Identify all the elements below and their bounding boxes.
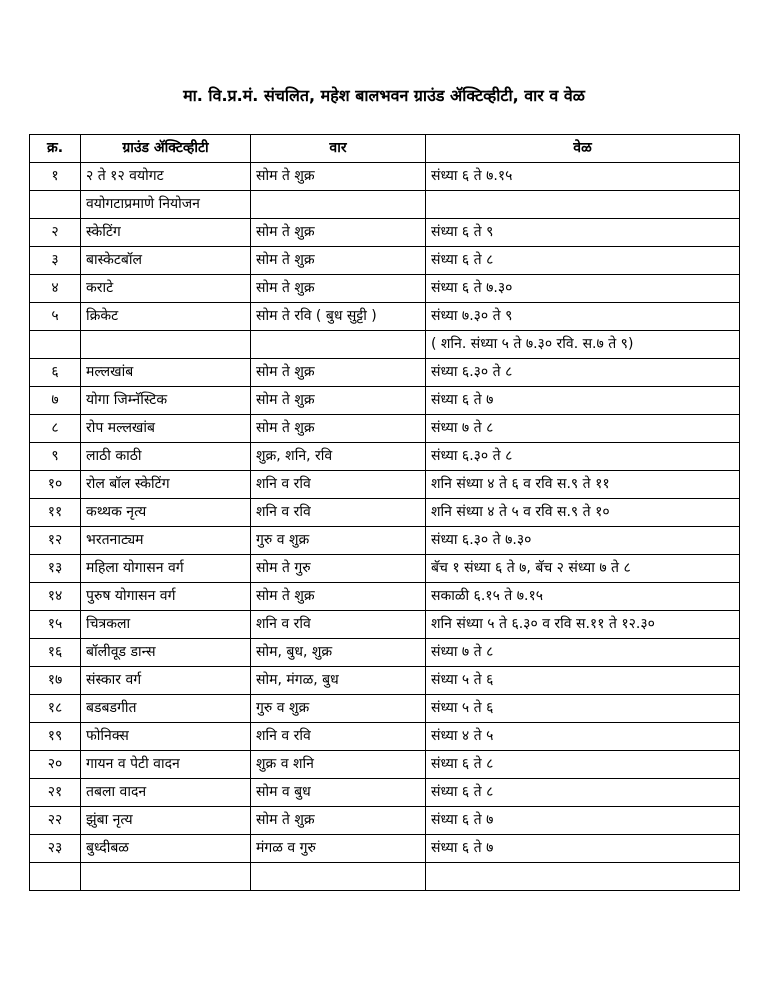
day-cell: सोम ते शुक्र <box>251 275 426 303</box>
header-serial: क्र. <box>30 135 81 163</box>
table-row <box>30 247 740 275</box>
activity-cell: कथ्थक नृत्य <box>81 499 251 527</box>
time-cell: संध्या ४ ते ५ <box>426 723 740 751</box>
activity-cell: २ ते १२ वयोगट <box>81 163 251 191</box>
activity-cell: रोप मल्लखांब <box>81 415 251 443</box>
time-cell: संध्या ६ ते ७ <box>426 835 740 863</box>
serial-cell <box>30 863 81 891</box>
table-row <box>30 611 740 639</box>
activity-cell: बास्केटबॉल <box>81 247 251 275</box>
activity-cell: पुरुष योगासन वर्ग <box>81 583 251 611</box>
table-row <box>30 807 740 835</box>
table-row <box>30 471 740 499</box>
day-cell: शनि व रवि <box>251 499 426 527</box>
table-row <box>30 191 740 219</box>
activity-cell: चित्रकला <box>81 611 251 639</box>
table-row <box>30 779 740 807</box>
serial-cell <box>30 191 81 219</box>
activity-cell: स्केटिंग <box>81 219 251 247</box>
day-cell <box>251 863 426 891</box>
serial-cell: १७ <box>30 667 81 695</box>
table-row <box>30 639 740 667</box>
time-cell: संध्या ५ ते ६ <box>426 695 740 723</box>
day-cell: शनि व रवि <box>251 611 426 639</box>
serial-cell: ४ <box>30 275 81 303</box>
activity-cell: योगा जिम्नॅस्टिक <box>81 387 251 415</box>
table-row <box>30 555 740 583</box>
activity-cell: लाठी काठी <box>81 443 251 471</box>
time-cell: संध्या ६ ते ७ <box>426 387 740 415</box>
serial-cell: ७ <box>30 387 81 415</box>
table-row <box>30 387 740 415</box>
time-cell: संध्या ६ ते ८ <box>426 751 740 779</box>
table-row <box>30 163 740 191</box>
activity-cell <box>81 331 251 359</box>
table-row <box>30 331 740 359</box>
header-activity: ग्राउंड ॲक्टिव्हीटी <box>81 135 251 163</box>
activity-schedule-table <box>29 134 740 891</box>
activity-cell: बॉलीवूड डान्स <box>81 639 251 667</box>
table-row <box>30 527 740 555</box>
time-cell: संध्या ६ ते ८ <box>426 779 740 807</box>
table-body <box>30 163 740 891</box>
day-cell: शुक्र व शनि <box>251 751 426 779</box>
table-row <box>30 359 740 387</box>
time-cell: शनि संध्या ४ ते ६ व रवि स.९ ते ११ <box>426 471 740 499</box>
serial-cell: १८ <box>30 695 81 723</box>
day-cell <box>251 331 426 359</box>
activity-cell: संस्कार वर्ग <box>81 667 251 695</box>
activity-cell: महिला योगासन वर्ग <box>81 555 251 583</box>
table-row <box>30 751 740 779</box>
time-cell <box>426 863 740 891</box>
day-cell: सोम, बुध, शुक्र <box>251 639 426 667</box>
day-cell: सोम ते शुक्र <box>251 219 426 247</box>
day-cell: सोम ते शुक्र <box>251 359 426 387</box>
day-cell: सोम ते शुक्र <box>251 247 426 275</box>
day-cell: सोम ते शुक्र <box>251 163 426 191</box>
day-cell: गुरु व शुक्र <box>251 695 426 723</box>
time-cell: ( शनि. संध्या ५ ते ७.३० रवि. स.७ ते ९) <box>426 331 740 359</box>
serial-cell: २३ <box>30 835 81 863</box>
time-cell: बॅच १ संध्या ६ ते ७, बॅच २ संध्या ७ ते ८ <box>426 555 740 583</box>
time-cell: संध्या ७ ते ८ <box>426 639 740 667</box>
activity-cell <box>81 863 251 891</box>
time-cell: संध्या ६.३० ते ८ <box>426 443 740 471</box>
time-cell: सकाळी ६.१५ ते ७.१५ <box>426 583 740 611</box>
time-cell: शनि संध्या ४ ते ५ व रवि स.९ ते १० <box>426 499 740 527</box>
serial-cell: १५ <box>30 611 81 639</box>
time-cell: संध्या ७ ते ८ <box>426 415 740 443</box>
activity-cell: बुध्दीबळ <box>81 835 251 863</box>
table-row <box>30 303 740 331</box>
table-row <box>30 723 740 751</box>
table-row <box>30 443 740 471</box>
table-row <box>30 583 740 611</box>
serial-cell: २० <box>30 751 81 779</box>
activity-cell: बडबडगीत <box>81 695 251 723</box>
activity-cell: कराटे <box>81 275 251 303</box>
serial-cell: ५ <box>30 303 81 331</box>
table-row <box>30 667 740 695</box>
table-row <box>30 219 740 247</box>
day-cell: सोम, मंगळ, बुध <box>251 667 426 695</box>
header-row <box>30 135 740 163</box>
serial-cell <box>30 331 81 359</box>
serial-cell: ६ <box>30 359 81 387</box>
serial-cell: २ <box>30 219 81 247</box>
day-cell: सोम ते रवि ( बुध सुट्टी ) <box>251 303 426 331</box>
day-cell: शनि व रवि <box>251 723 426 751</box>
table-row <box>30 499 740 527</box>
day-cell: गुरु व शुक्र <box>251 527 426 555</box>
day-cell: सोम ते शुक्र <box>251 387 426 415</box>
activity-cell: झुंबा नृत्य <box>81 807 251 835</box>
header-day: वार <box>251 135 426 163</box>
time-cell: संध्या ६ ते ७.१५ <box>426 163 740 191</box>
header-time: वेळ <box>426 135 740 163</box>
page-title: मा. वि.प्र.मं. संचलित, महेश बालभवन ग्राउंड ॲक्टिव्हीटी, वार व वेळ <box>183 86 585 105</box>
activity-cell: भरतनाट्यम <box>81 527 251 555</box>
serial-cell: १९ <box>30 723 81 751</box>
day-cell: मंगळ व गुरु <box>251 835 426 863</box>
serial-cell: १२ <box>30 527 81 555</box>
activity-cell: गायन व पेटी वादन <box>81 751 251 779</box>
activity-cell: तबला वादन <box>81 779 251 807</box>
time-cell: संध्या ६ ते ९ <box>426 219 740 247</box>
table-row <box>30 835 740 863</box>
day-cell: सोम व बुध <box>251 779 426 807</box>
time-cell: संध्या ६.३० ते ७.३० <box>426 527 740 555</box>
serial-cell: ३ <box>30 247 81 275</box>
activity-cell: वयोगटाप्रमाणे नियोजन <box>81 191 251 219</box>
serial-cell: २२ <box>30 807 81 835</box>
serial-cell: १६ <box>30 639 81 667</box>
time-cell: शनि संध्या ५ ते ६.३० व रवि स.११ ते १२.३० <box>426 611 740 639</box>
time-cell: संध्या ७.३० ते ९ <box>426 303 740 331</box>
day-cell: शुक्र, शनि, रवि <box>251 443 426 471</box>
time-cell: संध्या ६ ते ८ <box>426 247 740 275</box>
activity-cell: मल्लखांब <box>81 359 251 387</box>
activity-cell: क्रिकेट <box>81 303 251 331</box>
day-cell: शनि व रवि <box>251 471 426 499</box>
table-row <box>30 415 740 443</box>
table-row <box>30 275 740 303</box>
time-cell: संध्या ६ ते ७.३० <box>426 275 740 303</box>
serial-cell: १४ <box>30 583 81 611</box>
day-cell: सोम ते गुरु <box>251 555 426 583</box>
serial-cell: २१ <box>30 779 81 807</box>
day-cell: सोम ते शुक्र <box>251 583 426 611</box>
table-row <box>30 863 740 891</box>
time-cell <box>426 191 740 219</box>
serial-cell: १ <box>30 163 81 191</box>
serial-cell: ९ <box>30 443 81 471</box>
day-cell <box>251 191 426 219</box>
serial-cell: ८ <box>30 415 81 443</box>
day-cell: सोम ते शुक्र <box>251 807 426 835</box>
table-row <box>30 695 740 723</box>
time-cell: संध्या ६.३० ते ८ <box>426 359 740 387</box>
day-cell: सोम ते शुक्र <box>251 415 426 443</box>
serial-cell: १३ <box>30 555 81 583</box>
serial-cell: १० <box>30 471 81 499</box>
time-cell: संध्या ५ ते ६ <box>426 667 740 695</box>
serial-cell: ११ <box>30 499 81 527</box>
activity-cell: फोनिक्स <box>81 723 251 751</box>
activity-cell: रोल बॉल स्केटिंग <box>81 471 251 499</box>
time-cell: संध्या ६ ते ७ <box>426 807 740 835</box>
